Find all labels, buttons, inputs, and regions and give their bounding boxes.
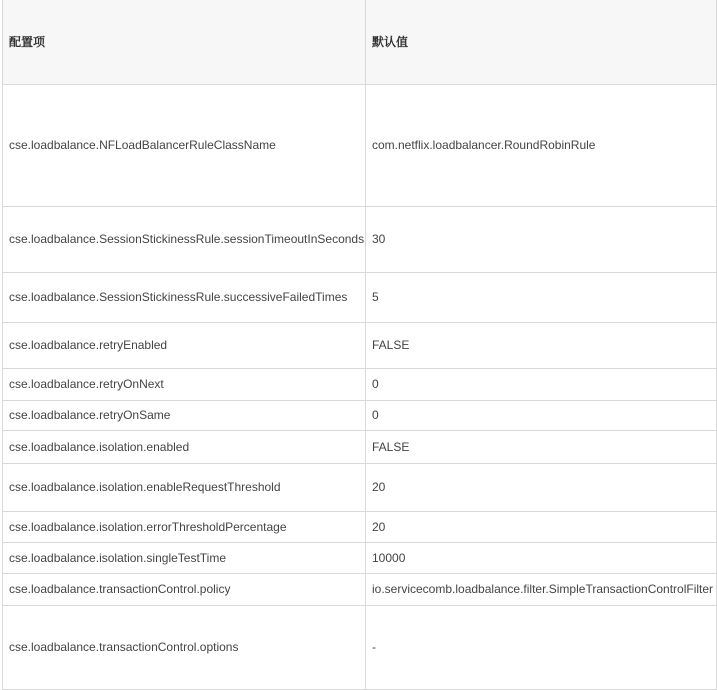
config-key: cse.loadbalance.isolation.singleTestTime bbox=[3, 542, 366, 573]
default-value: 5 bbox=[366, 272, 717, 322]
table-row bbox=[3, 400, 717, 430]
default-value: io.servicecomb.loadbalance.filter.SimpleTransactionControlFilter bbox=[366, 573, 717, 605]
default-value: 20 bbox=[366, 463, 717, 511]
default-value: 0 bbox=[366, 400, 717, 430]
default-value: - bbox=[366, 605, 717, 689]
table-row bbox=[3, 605, 717, 689]
default-value: FALSE bbox=[366, 322, 717, 368]
config-key: cse.loadbalance.retryOnSame bbox=[3, 400, 366, 430]
default-value: 0 bbox=[366, 368, 717, 400]
table-row bbox=[3, 206, 717, 272]
default-value: 30 bbox=[366, 206, 717, 272]
table-row bbox=[3, 573, 717, 605]
default-value: 20 bbox=[366, 511, 717, 542]
table-row bbox=[3, 542, 717, 573]
default-value: FALSE bbox=[366, 430, 717, 463]
default-value: 10000 bbox=[366, 542, 717, 573]
table-row bbox=[3, 322, 717, 368]
config-table bbox=[2, 0, 717, 690]
header-default-value: 默认值 bbox=[366, 0, 717, 84]
table-row bbox=[3, 84, 717, 206]
table-row bbox=[3, 272, 717, 322]
config-key: cse.loadbalance.isolation.errorThresholdPercentage bbox=[3, 511, 366, 542]
table-header-row bbox=[3, 0, 717, 84]
config-key: cse.loadbalance.isolation.enableRequestThreshold bbox=[3, 463, 366, 511]
config-key: cse.loadbalance.transactionControl.policy bbox=[3, 573, 366, 605]
default-value: com.netflix.loadbalancer.RoundRobinRule bbox=[366, 84, 717, 206]
table-row bbox=[3, 368, 717, 400]
config-key: cse.loadbalance.isolation.enabled bbox=[3, 430, 366, 463]
config-key: cse.loadbalance.retryEnabled bbox=[3, 322, 366, 368]
header-config-item: 配置项 bbox=[3, 0, 366, 84]
table-row bbox=[3, 463, 717, 511]
table-row bbox=[3, 511, 717, 542]
config-key: cse.loadbalance.NFLoadBalancerRuleClassName bbox=[3, 84, 366, 206]
config-key: cse.loadbalance.transactionControl.options bbox=[3, 605, 366, 689]
config-key: cse.loadbalance.SessionStickinessRule.successiveFailedTimes bbox=[3, 272, 366, 322]
config-key: cse.loadbalance.SessionStickinessRule.sessionTimeoutInSeconds bbox=[3, 206, 366, 272]
table-row bbox=[3, 430, 717, 463]
config-key: cse.loadbalance.retryOnNext bbox=[3, 368, 366, 400]
